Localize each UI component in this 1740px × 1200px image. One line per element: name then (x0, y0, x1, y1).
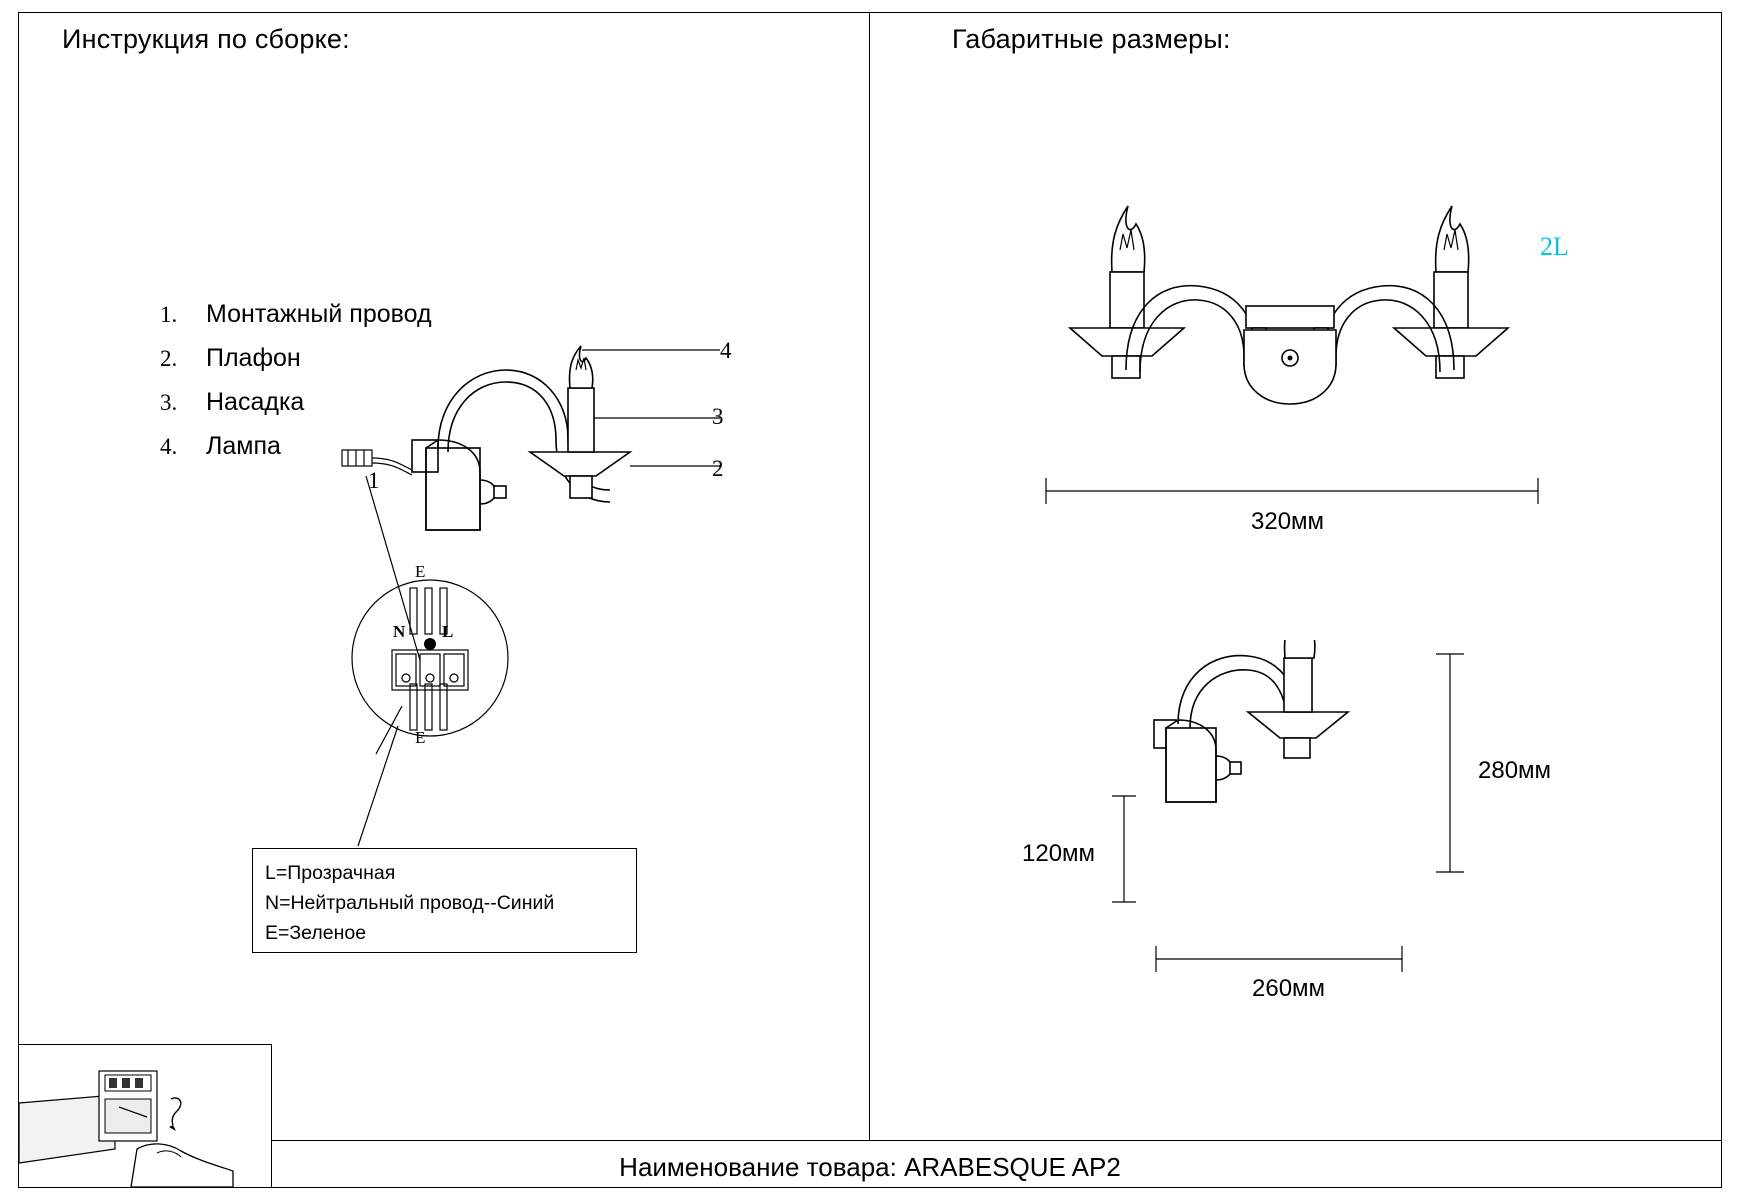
part-number: 3. (160, 390, 178, 415)
assembly-instructions-title: Инструкция по сборке: (62, 24, 350, 54)
arm-height-dimension (1110, 790, 1140, 910)
footer-divider (18, 1140, 1722, 1141)
dimensions-title: Габаритные размеры: (952, 24, 1231, 54)
candle-bulb (569, 346, 592, 388)
wire-color-legend (252, 848, 637, 953)
callout-4: 4 (720, 338, 732, 363)
part-number: 4. (160, 434, 178, 459)
callout-3: 3 (712, 404, 724, 429)
part-label: Плафон (206, 344, 301, 372)
part-number: 1. (160, 302, 178, 327)
list-item (160, 300, 560, 329)
candle-cup-plafond (530, 452, 630, 498)
wall-bracket (412, 440, 506, 530)
arm-height-label: 120мм (1022, 840, 1096, 867)
callout-1: 1 (368, 468, 380, 493)
depth-dimension (1150, 940, 1410, 980)
height-dimension (1430, 648, 1470, 878)
lamp-count-tag: 2L (1540, 232, 1569, 261)
terminal-mark-bottom: E (415, 728, 426, 747)
part-label: Монтажный провод (206, 300, 432, 328)
legend-line-e: E=Зеленое (265, 922, 367, 944)
terminal-mark-right: L (442, 622, 454, 641)
wall-plate (1154, 720, 1241, 802)
side-view-drawing (1120, 640, 1440, 880)
height-label: 280мм (1478, 757, 1552, 784)
part-label: Лампа (206, 432, 281, 460)
right-candle (1394, 206, 1508, 378)
candle-sleeve (568, 388, 594, 452)
panel-divider (869, 12, 870, 1140)
width-dimension (1040, 470, 1550, 510)
terminal-mark-top: E (415, 562, 426, 581)
part-number: 2. (160, 346, 178, 371)
front-view-drawing (1030, 180, 1550, 480)
depth-label: 260мм (1252, 975, 1326, 1002)
product-name-footer: Наименование товара: ARABESQUE AP2 (619, 1152, 1121, 1182)
legend-leader-line (330, 720, 450, 860)
part-label: Насадка (206, 388, 305, 416)
callout-2: 2 (712, 456, 724, 481)
side-candle (1248, 640, 1348, 758)
legend-line-l: L=Прозрачная (265, 862, 396, 884)
terminal-mark-left: N (393, 622, 406, 641)
legend-line-n: N=Нейтральный провод--Синий (265, 892, 555, 914)
center-body (1244, 306, 1336, 404)
width-label: 320мм (1251, 508, 1325, 535)
